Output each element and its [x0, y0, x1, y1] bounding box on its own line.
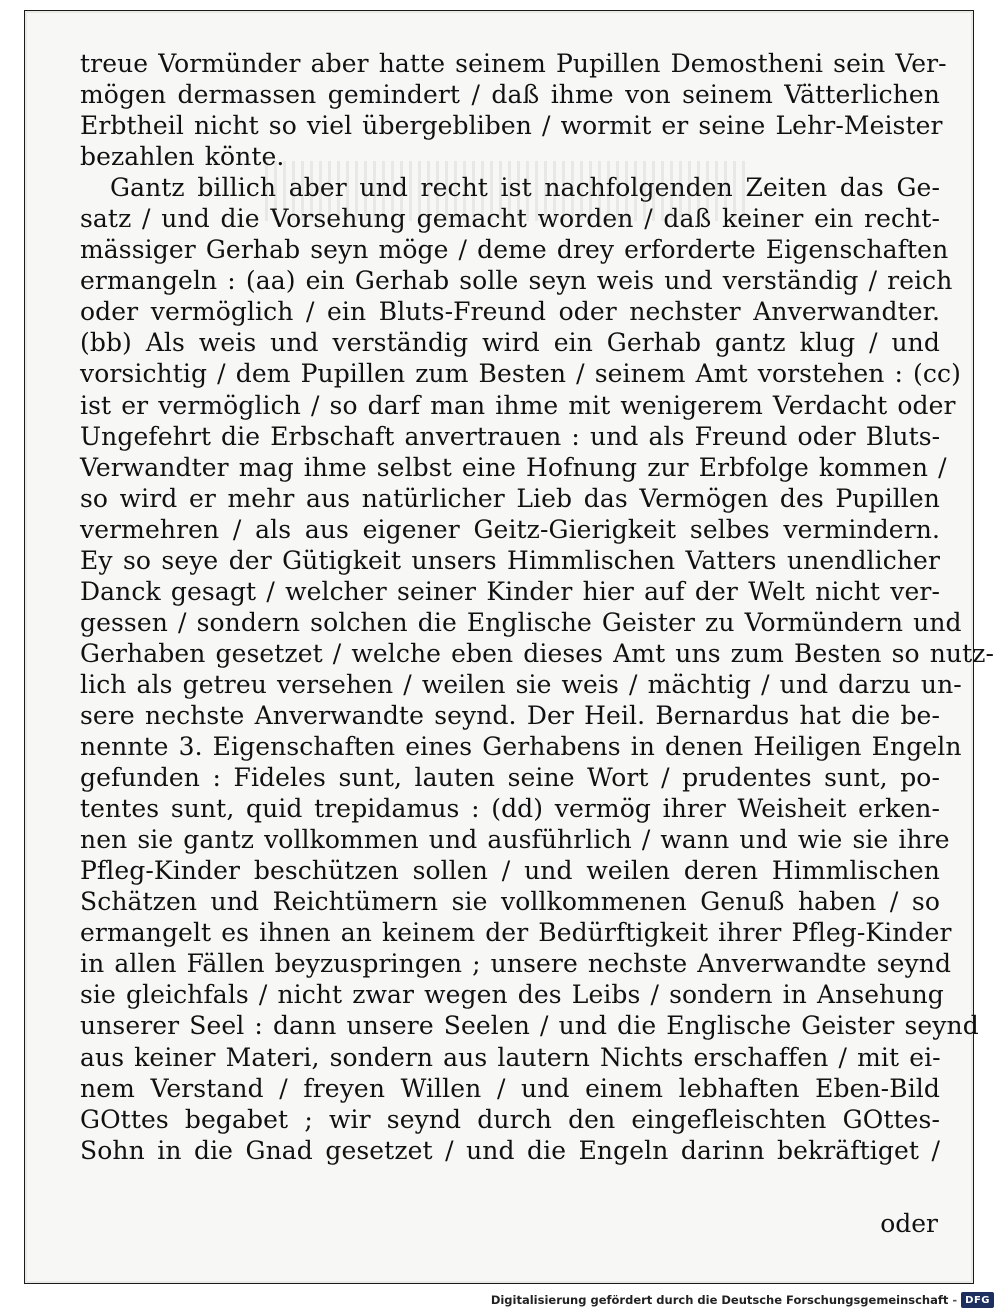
text-line: nem Verstand / freyen Willen / und einem lebhaften Eben-Bild: [80, 1073, 940, 1103]
text-line: aus keiner Materi, sondern aus lautern Nichts erschaffen / mit ei-: [80, 1042, 941, 1072]
footer-separator: -: [952, 1293, 958, 1307]
text-line: Erbtheil nicht so viel übergebliben / wormit er seine Lehr-Meister: [80, 111, 943, 141]
footer-credit: Digitalisierung gefördert durch die Deutsche Forschungsgemeinschaft: [490, 1293, 949, 1307]
text-line: Sohn in die Gnad gesetzet / und die Engeln darinn bekräftiget /: [80, 1135, 940, 1165]
text-line: nen sie gantz vollkommen und ausführlich / wann und wie sie ihre: [80, 825, 950, 855]
text-line: sie gleichfals / nicht zwar wegen des Leibs / sondern in Ansehung: [80, 980, 944, 1010]
text-line: oder vermöglich / ein Bluts-Freund oder nechster Anverwandter.: [80, 297, 940, 327]
text-line: Danck gesagt / welcher seiner Kinder hier auf der Welt nicht ver-: [80, 576, 940, 606]
text-line: Gantz billich aber und recht ist nachfolgenden Zeiten das Ge-: [110, 173, 940, 203]
text-line: gefunden : Fideles sunt, lauten seine Wort / prudentes sunt, po-: [80, 763, 940, 793]
text-line: in allen Fällen beyzuspringen ; unsere nechste Anverwandte seynd: [80, 949, 952, 979]
text-line: Gerhaben gesetzet / welche eben dieses Amt uns zum Besten so nutz-: [80, 638, 995, 668]
text-line: lich als getreu versehen / weilen sie weis / mächtig / und darzu un-: [80, 669, 962, 699]
text-line: Pfleg-Kinder beschützen sollen / und weilen deren Himmlischen: [80, 856, 940, 886]
text-line: nennte 3. Eigenschaften eines Gerhabens in denen Heiligen Engeln: [80, 732, 962, 762]
text-line: ist er vermöglich / so darf man ihme mit wenigerem Verdacht oder: [80, 390, 956, 420]
text-line: sere nechste Anverwandte seynd. Der Heil. Bernardus hat die be-: [80, 700, 940, 730]
text-line: Schätzen und Reichtümern sie vollkommenen Genuß haben / so: [80, 887, 940, 917]
text-line: mögen dermassen gemindert / daß ihme von seinem Vätterlichen: [80, 80, 940, 110]
text-line: vermehren / als aus eigener Geitz-Gierigkeit selbes vermindern.: [80, 514, 940, 544]
text-line: tentes sunt, quid trepidamus : (dd) vermög ihrer Weisheit erken-: [80, 794, 940, 824]
text-line: unserer Seel : dann unsere Seelen / und die Englische Geister seynd: [80, 1011, 979, 1041]
text-line: ermangelt es ihnen an keinem der Bedürftigkeit ihrer Pfleg-Kinder: [80, 918, 952, 948]
text-line: gessen / sondern solchen die Englische Geister zu Vormündern und: [80, 607, 962, 637]
text-line: satz / und die Vorsehung gemacht worden / daß keiner ein recht-: [80, 204, 940, 234]
text-line: vorsichtig / dem Pupillen zum Besten / seinem Amt vorstehen : (cc): [80, 359, 961, 389]
text-line: treue Vormünder aber hatte seinem Pupillen Demostheni sein Ver-: [80, 49, 947, 78]
body-text: [80, 48, 995, 1166]
text-line: ermangeln : (aa) ein Gerhab solle seyn weis und verständig / reich: [80, 266, 953, 296]
text-line: Verwandter mag ihme selbst eine Hofnung zur Erbfolge kommen /: [80, 452, 947, 482]
text-line: bezahlen könte.: [80, 142, 285, 172]
text-line: (bb) Als weis und verständig wird ein Gerhab gantz klug / und: [80, 328, 940, 358]
text-line: Ungefehrt die Erbschaft anvertrauen : und als Freund oder Bluts-: [80, 421, 941, 451]
text-line: mässiger Gerhab seyn möge / deme drey erforderte Eigenschaften: [80, 235, 949, 265]
text-line: so wird er mehr aus natürlicher Lieb das Vermögen des Pupillen: [80, 483, 940, 513]
digitization-footer: [491, 1289, 994, 1311]
dfg-logo-icon: DFG: [961, 1292, 994, 1308]
text-line: Ey so seye der Gütigkeit unsers Himmlischen Vatters unendlicher: [80, 545, 940, 575]
catchword: oder: [880, 1209, 938, 1238]
text-line: GOttes begabet ; wir seynd durch den eingefleischten GOttes-: [80, 1104, 940, 1134]
